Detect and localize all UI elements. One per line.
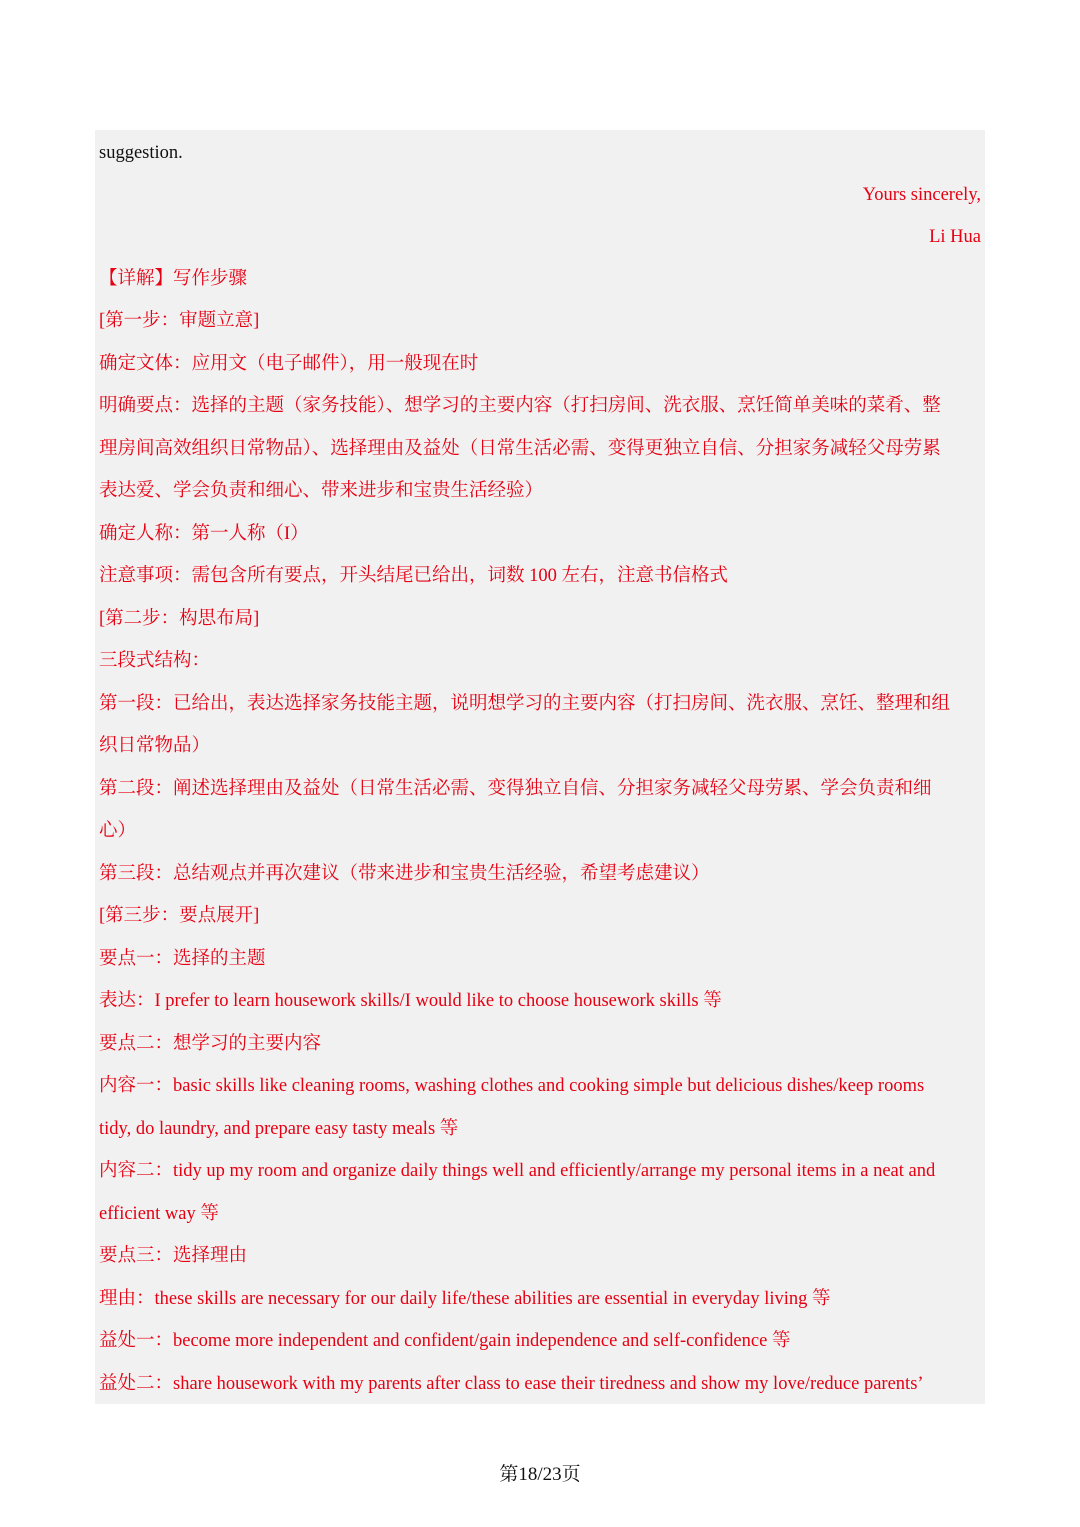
genre-line: 确定文体：应用文（电子邮件），用一般现在时: [99, 354, 479, 374]
point-one-label: 要点一：选择的主题: [99, 949, 266, 969]
page-number: 第18/23页: [499, 1464, 581, 1485]
structure-label: 三段式结构：: [99, 651, 211, 671]
notes-line: 注意事项：需包含所有要点，开头结尾已给出，词数 100 左右，注意书信格式: [99, 566, 729, 586]
letter-closing-text: suggestion.: [99, 143, 183, 163]
step-three-heading: [第三步：要点展开]: [99, 906, 260, 926]
key-points-line-3: 表达爱、学会负责和细心、带来进步和宝贵生活经验）: [99, 481, 544, 501]
content-two-line-2: efficient way 等: [99, 1204, 219, 1224]
benefit-one-line: 益处一：become more independent and confident/gain independence and self-confidence 等: [99, 1331, 791, 1351]
reason-line: 理由：these skills are necessary for our daily life/these abilities are essential in everyday living 等: [99, 1289, 831, 1309]
step-two-heading: [第二步：构思布局]: [99, 609, 260, 629]
section-heading-explanation: 【详解】写作步骤: [99, 269, 248, 289]
benefit-two-line: 益处二：share housework with my parents after class to ease their tiredness and show my love/reduce parents’: [99, 1374, 924, 1394]
key-points-line-2: 理房间高效组织日常物品）、选择理由及益处（日常生活必需、变得更独立自信、分担家务减轻父母劳累: [99, 439, 941, 459]
content-one-line-2: tidy, do laundry, and prepare easy tasty meals 等: [99, 1119, 459, 1139]
paragraph-two-line-1: 第二段：阐述选择理由及益处（日常生活必需、变得独立自信、分担家务减轻父母劳累、学会负责和细: [99, 779, 932, 799]
letter-signature: Li Hua: [929, 227, 981, 247]
point-two-label: 要点二：想学习的主要内容: [99, 1034, 322, 1054]
point-one-expression: 表达：I prefer to learn housework skills/I would like to choose housework skills 等: [99, 991, 722, 1011]
paragraph-three-line: 第三段：总结观点并再次建议（带来进步和宝贵生活经验，希望考虑建议）: [99, 864, 710, 884]
paragraph-one-line-1: 第一段：已给出，表达选择家务技能主题，说明想学习的主要内容（打扫房间、洗衣服、烹饪、整理和组: [99, 694, 951, 714]
paragraph-two-line-2: 心）: [99, 821, 137, 841]
point-three-label: 要点三：选择理由: [99, 1246, 248, 1266]
answer-explanation-block: [95, 130, 985, 1404]
key-points-line-1: 明确要点：选择的主题（家务技能）、想学习的主要内容（打扫房间、洗衣服、烹饪简单美味的菜肴、整: [99, 396, 941, 416]
paragraph-one-line-2: 织日常物品）: [99, 736, 211, 756]
letter-signoff: Yours sincerely,: [862, 185, 981, 205]
step-one-heading: [第一步：审题立意]: [99, 311, 260, 331]
content-one-line-1: 内容一：basic skills like cleaning rooms, washing clothes and cooking simple but delicious dishes/keep rooms: [99, 1076, 925, 1096]
content-two-line-1: 内容二：tidy up my room and organize daily things well and efficiently/arrange my personal items in a neat and: [99, 1161, 936, 1181]
person-line: 确定人称：第一人称（I）: [99, 524, 309, 544]
